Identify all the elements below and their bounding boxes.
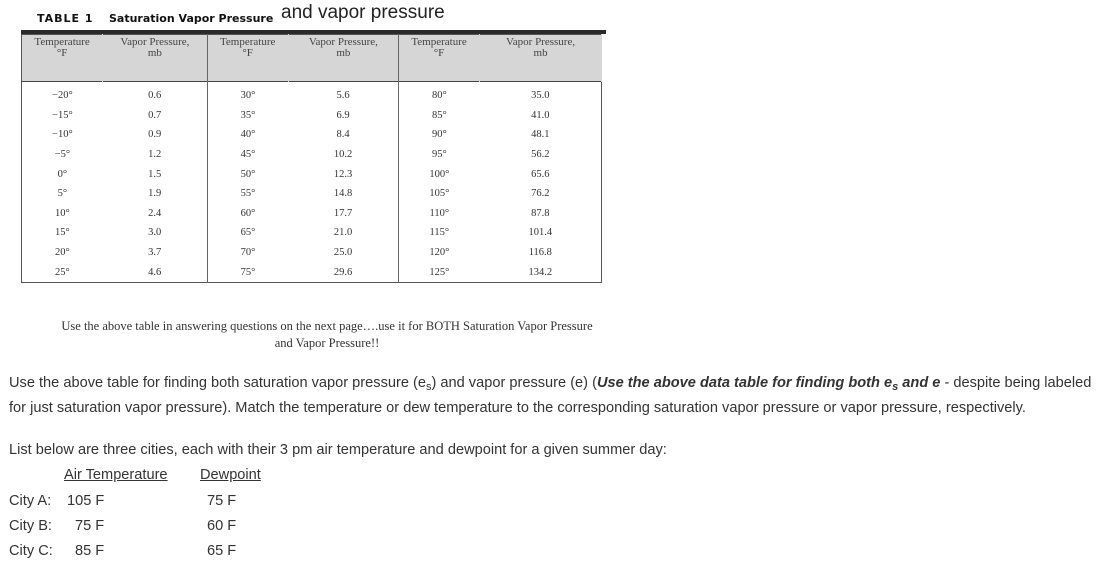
temperature-cell: 70°	[240, 247, 256, 259]
table-number: TABLE 1	[37, 12, 94, 25]
vapor-pressure-cell: 10.2	[288, 145, 398, 165]
note-line-2: and Vapor Pressure!!	[274, 336, 380, 350]
instr-sub-s: s	[425, 381, 432, 393]
temperature-cell: −5°	[54, 149, 71, 161]
table-row	[22, 82, 602, 106]
table-title: Saturation Vapor Pressure	[109, 12, 274, 25]
table-row	[22, 204, 602, 224]
vapor-pressure-cell: 29.6	[288, 262, 398, 282]
vapor-pressure-cell: 21.0	[288, 223, 398, 243]
instructions-paragraph	[9, 373, 1094, 419]
table-row	[22, 184, 602, 204]
city-air-temperature: 105 F	[67, 493, 105, 509]
temperature-cell: 95°	[431, 149, 447, 161]
temperature-cell: 55°	[240, 188, 256, 200]
vapor-pressure-cell: 6.9	[288, 106, 398, 126]
vapor-pressure-cell: 2.4	[103, 204, 207, 224]
instr-emphasis-1: Use the above data table for finding both e	[596, 375, 893, 391]
city-air-temperature: 85 F	[75, 543, 105, 559]
column-header-air-temperature: Air Temperature	[64, 467, 168, 483]
city-dewpoint: 65 F	[207, 543, 237, 559]
temperature-cell: 125°	[429, 266, 450, 278]
city-label: City A:	[9, 493, 52, 509]
header-temperature-2: Temperature °F	[207, 35, 288, 82]
table-row	[22, 223, 602, 243]
instr-part-2: ) and vapor pressure (e) (	[431, 375, 597, 391]
table-body	[22, 82, 602, 283]
vapor-pressure-cell: 0.6	[103, 82, 207, 106]
instr-emphasis-2: and e	[898, 375, 941, 391]
vapor-pressure-cell: 5.6	[288, 82, 398, 106]
table-row	[22, 262, 602, 282]
vapor-pressure-cell: 14.8	[288, 184, 398, 204]
vapor-pressure-table-block	[21, 2, 606, 278]
temperature-cell: 25°	[54, 266, 70, 278]
temperature-cell: 35°	[240, 109, 256, 121]
table-header-row	[22, 35, 602, 82]
vapor-pressure-cell: 87.8	[531, 207, 550, 219]
table-overlay-title: and vapor pressure	[281, 2, 445, 23]
temperature-cell: 115°	[429, 227, 450, 239]
vapor-pressure-cell: 1.9	[103, 184, 207, 204]
vapor-pressure-cell: 41.0	[531, 109, 550, 121]
vapor-pressure-cell: 76.2	[531, 188, 550, 200]
city-air-temperature: 75 F	[75, 518, 105, 534]
temperature-cell: 75°	[240, 266, 256, 278]
vapor-pressure-cell: 134.2	[528, 266, 553, 278]
temperature-cell: 20°	[54, 247, 70, 259]
table-row	[22, 125, 602, 145]
vapor-pressure-table	[21, 34, 602, 283]
vapor-pressure-cell: 56.2	[531, 149, 550, 161]
vapor-pressure-cell: 3.0	[103, 223, 207, 243]
temperature-cell: 15°	[54, 227, 70, 239]
vapor-pressure-cell: 0.9	[103, 125, 207, 145]
header-temperature-3: Temperature °F	[398, 35, 479, 82]
temperature-cell: −15°	[52, 109, 73, 121]
temperature-cell: 45°	[240, 149, 256, 161]
temperature-cell: 40°	[240, 129, 256, 141]
temperature-cell: 0°	[57, 168, 68, 180]
temperature-cell: 10°	[54, 207, 70, 219]
temperature-cell: 50°	[240, 168, 256, 180]
temperature-cell: 5°	[57, 188, 68, 200]
vapor-pressure-cell: 4.6	[103, 262, 207, 282]
temperature-cell: 110°	[429, 207, 450, 219]
header-vapor-pressure-2: Vapor Pressure, mb	[288, 35, 398, 82]
vapor-pressure-cell: 17.7	[288, 204, 398, 224]
temperature-cell: 60°	[240, 207, 256, 219]
temperature-cell: 85°	[431, 109, 447, 121]
vapor-pressure-cell: 8.4	[288, 125, 398, 145]
vapor-pressure-cell: 101.4	[528, 227, 553, 239]
city-list-intro: List below are three cities, each with their 3 pm air temperature and dewpoint for a given summer day:	[9, 442, 667, 458]
vapor-pressure-cell: 3.7	[103, 243, 207, 263]
temperature-cell: 105°	[429, 188, 450, 200]
city-dewpoint: 60 F	[207, 518, 237, 534]
header-vapor-pressure-1: Vapor Pressure, mb	[103, 35, 207, 82]
table-usage-note	[12, 318, 642, 352]
temperature-cell: 90°	[431, 129, 447, 141]
vapor-pressure-cell: 48.1	[531, 129, 550, 141]
table-row	[22, 164, 602, 184]
vapor-pressure-cell: 0.7	[103, 106, 207, 126]
header-temperature-1: Temperature °F	[22, 35, 103, 82]
column-header-dewpoint: Dewpoint	[200, 467, 261, 483]
vapor-pressure-cell: 116.8	[528, 247, 552, 259]
table-row	[22, 106, 602, 126]
table-title-row	[21, 4, 606, 30]
instr-part-1: Use the above table for finding both saturation vapor pressure (e	[9, 375, 426, 391]
vapor-pressure-cell: 1.2	[103, 145, 207, 165]
table-row	[22, 145, 602, 165]
note-line-1: Use the above table in answering questions on the next page….use it for BOTH Saturation Vapor Pressure	[61, 319, 593, 333]
city-label: City B:	[9, 518, 52, 534]
temperature-cell: −10°	[52, 129, 73, 141]
instr-emphasis-sub: s	[892, 381, 899, 393]
header-vapor-pressure-3: Vapor Pressure, mb	[480, 35, 602, 82]
temperature-cell: 120°	[429, 247, 450, 259]
temperature-cell: −20°	[52, 90, 73, 102]
temperature-cell: 100°	[429, 168, 450, 180]
temperature-cell: 65°	[240, 227, 256, 239]
vapor-pressure-cell: 65.6	[531, 168, 550, 180]
instr-part-3: - despite being labeled for just saturation vapor pressure). Match the temperature or dew temperature to the corresponding saturation vapor pressure or vapor pressure, respectively.	[9, 375, 1092, 416]
city-label: City C:	[9, 543, 53, 559]
vapor-pressure-cell: 12.3	[288, 164, 398, 184]
vapor-pressure-cell: 35.0	[531, 90, 550, 102]
table-row	[22, 243, 602, 263]
city-dewpoint: 75 F	[207, 493, 237, 509]
temperature-cell: 30°	[240, 90, 256, 102]
temperature-cell: 80°	[431, 90, 447, 102]
vapor-pressure-cell: 1.5	[103, 164, 207, 184]
vapor-pressure-cell: 25.0	[288, 243, 398, 263]
